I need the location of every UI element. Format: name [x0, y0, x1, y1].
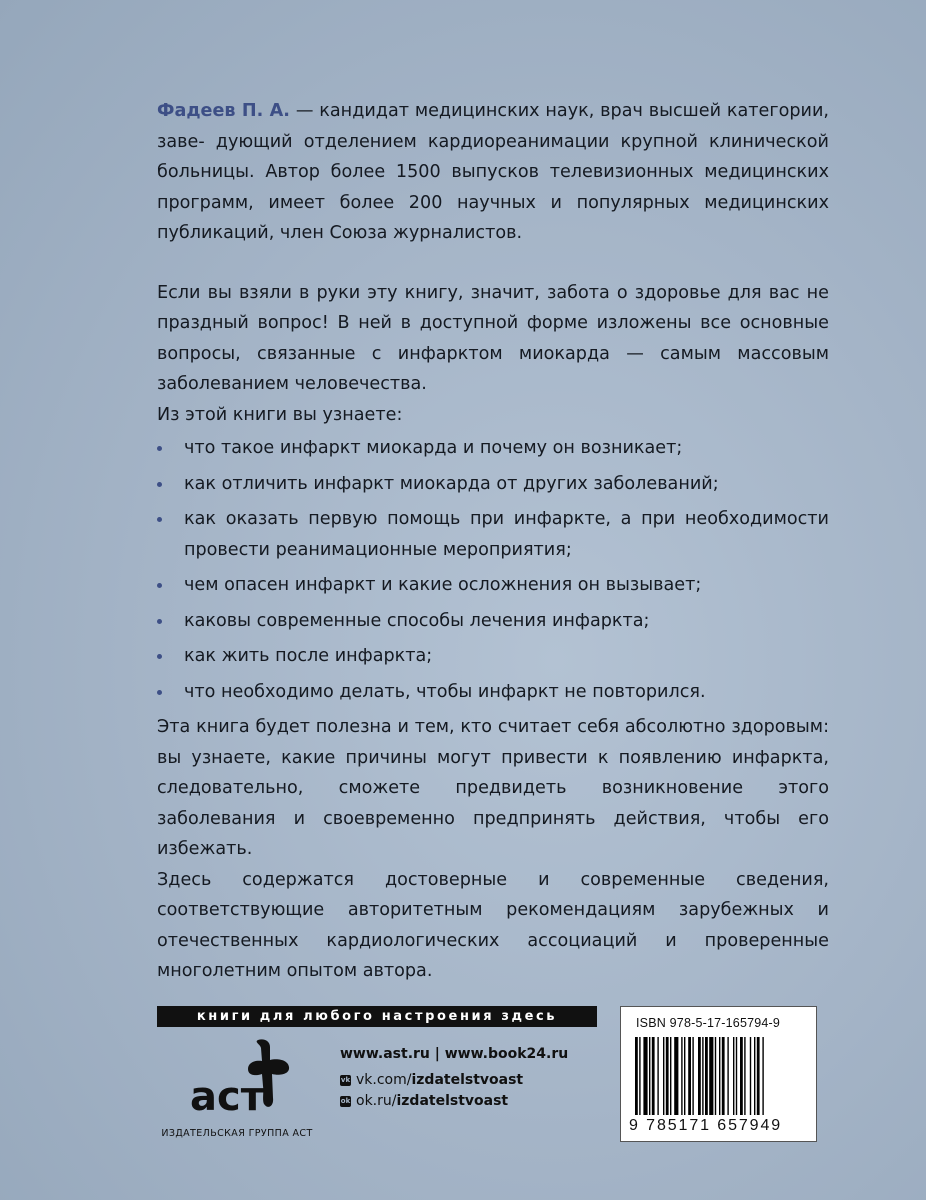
- author-name: Фадеев П. А.: [157, 101, 290, 121]
- barcode-bar: [663, 1037, 664, 1115]
- intro-paragraph: Если вы взяли в руки эту книгу, значит, забота о здоровье для вас не праздный вопрос! В ней в доступной форме изложены все основные вопросы, связанные с инфарктом миокарда — самым массовым заболеванием человечества.: [157, 282, 829, 394]
- topics-list: [157, 433, 829, 707]
- bio-line: журналистов.: [393, 223, 523, 243]
- barcode-bar: [719, 1037, 720, 1115]
- bio-line: — кандидат медицинских наук, врач высшей категории, заве-: [157, 101, 829, 152]
- barcode: [635, 1037, 803, 1117]
- list-item: как отличить инфаркт миокарда от других заболеваний;: [157, 469, 829, 500]
- barcode-bar: [666, 1037, 669, 1115]
- bullet-icon: [157, 517, 162, 522]
- bio-line: дующий отделением кардиореанимации крупной клинической больницы.: [157, 131, 829, 182]
- barcode-bar: [635, 1037, 638, 1115]
- barcode-bar: [698, 1037, 701, 1115]
- barcode-bar: [715, 1037, 716, 1115]
- ok-icon: ok: [340, 1096, 351, 1105]
- barcode-bar: [740, 1037, 743, 1115]
- list-item: как жить после инфаркта;: [157, 641, 829, 672]
- barcode-bar: [657, 1037, 658, 1115]
- reliable-paragraph: Здесь содержатся достоверные и современные сведения, соответствующие авторитетным рекомендациям зарубежных и отечественных кардиологических ассоциаций и проверенные многолетним опытом автора.: [157, 869, 829, 981]
- barcode-bar: [754, 1037, 755, 1115]
- barcode-bar: [639, 1037, 640, 1115]
- barcode-bar: [762, 1037, 763, 1115]
- list-item: чем опасен инфаркт и какие осложнения он вызывает;: [157, 570, 829, 601]
- barcode-bar: [722, 1037, 725, 1115]
- author-bio: [157, 96, 829, 249]
- website-link[interactable]: www.ast.ru | www.book24.ru: [340, 1046, 569, 1062]
- barcode-bar: [702, 1037, 703, 1115]
- barcode-bar: [757, 1037, 760, 1115]
- ean-number: 9 785171 657949: [629, 1117, 783, 1134]
- publisher-name: ИЗДАТЕЛЬСКАЯ ГРУППА АСТ: [161, 1128, 313, 1139]
- list-item: что такое инфаркт миокарда и почему он возникает;: [157, 433, 829, 464]
- isbn-label: ISBN 978-5-17-165794-9: [636, 1016, 781, 1030]
- learn-title: Из этой книги вы узнаете:: [157, 404, 403, 425]
- barcode-bar: [705, 1037, 708, 1115]
- bullet-icon: [157, 690, 162, 695]
- barcode-bar: [727, 1037, 728, 1115]
- bullet-icon: [157, 482, 162, 487]
- barcode-bar: [684, 1037, 685, 1115]
- barcode-bar: [688, 1037, 691, 1115]
- ok-link[interactable]: ok ok.ru/ izdatelstvoast: [340, 1093, 509, 1109]
- barcode-bar: [750, 1037, 751, 1115]
- vk-link[interactable]: vk vk.com/ izdatelstvoast: [340, 1072, 524, 1088]
- barcode-bar: [709, 1037, 713, 1115]
- bullet-icon: [157, 619, 162, 624]
- slogan-banner: книги для любого настроения здесь: [157, 1006, 597, 1027]
- bullet-icon: [157, 583, 162, 588]
- bio-line: Автор более 1500 выпусков телевизионных медицинских программ, имеет: [157, 162, 829, 213]
- barcode-bar: [670, 1037, 671, 1115]
- svg-text:аст: аст: [190, 1074, 264, 1120]
- barcode-bar: [643, 1037, 647, 1115]
- bullet-icon: [157, 446, 162, 451]
- list-item: что необходимо делать, чтобы инфаркт не повторился.: [157, 677, 829, 708]
- bio-line: более 200 научных и популярных медицинских публикаций, член Союза: [157, 192, 830, 243]
- ast-logo-icon: [176, 1036, 296, 1120]
- barcode-bar: [674, 1037, 678, 1115]
- barcode-bar: [733, 1037, 734, 1115]
- list-item: каковы современные способы лечения инфаркта;: [157, 606, 829, 637]
- publisher-links: [340, 1046, 568, 1114]
- vk-icon: vk: [340, 1075, 351, 1084]
- list-item: как оказать первую помощь при инфаркте, а при необходимости провести реанимационные мероприятия;: [157, 504, 829, 565]
- barcode-bar: [736, 1037, 737, 1115]
- back-cover-text: [157, 96, 829, 987]
- barcode-bar: [652, 1037, 655, 1115]
- useful-paragraph: Эта книга будет полезна и тем, кто считает себя абсолютно здоровым: вы узнаете, какие причины могут привести к появлению инфаркта, следовательно, сможете предвидеть возникновение этого заболевания и своевременно предпринять действия, чтобы его избежать.: [157, 717, 829, 859]
- barcode-bar: [681, 1037, 682, 1115]
- bullet-icon: [157, 654, 162, 659]
- barcode-bar: [692, 1037, 693, 1115]
- barcode-panel: [620, 1006, 817, 1142]
- barcode-bar: [744, 1037, 745, 1115]
- barcode-bar: [649, 1037, 650, 1115]
